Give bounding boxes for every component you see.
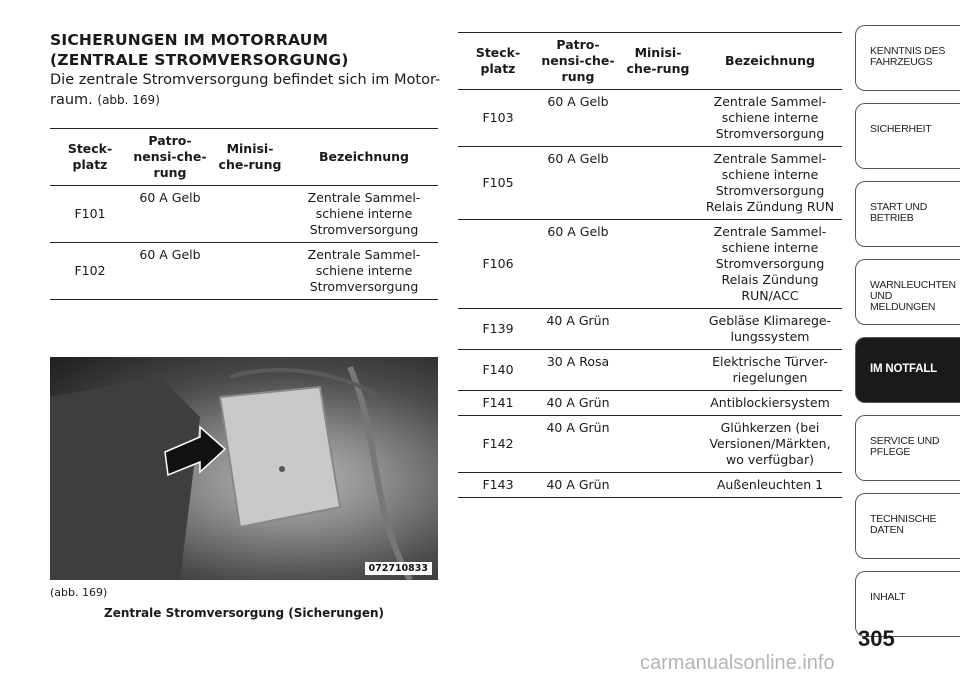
chapter-tab[interactable]: WARNLEUCHTEN UND MELDUNGEN [855, 259, 960, 325]
fuse-description: Gebläse Klimarege-lungssystem [698, 309, 842, 350]
fuse-slot: F140 [458, 350, 538, 391]
fuse-slot: F141 [458, 391, 538, 416]
fuse-mini [618, 391, 698, 416]
chapter-tab[interactable]: IM NOTFALL [855, 337, 960, 403]
fuse-cartridge: 60 A Gelb [538, 147, 618, 220]
fuse-row [458, 473, 842, 498]
intro-text: Die zentrale Stromversorgung befindet sich im Motor-raum. [50, 72, 441, 108]
fuse-row [458, 416, 842, 473]
fuse-mini [618, 90, 698, 147]
fuse-box-photo [50, 357, 438, 580]
header-patron: Patro-nensi-che-rung [130, 129, 210, 186]
fuse-cartridge: 40 A Grün [538, 391, 618, 416]
hose [350, 367, 410, 580]
chapter-tab[interactable]: START UND BETRIEB [855, 181, 960, 247]
fuse-description: Elektrische Türver-riegelungen [698, 350, 842, 391]
watermark: carmanualsonline.info [640, 652, 835, 674]
header-minisi: Minisi-che-rung [618, 33, 698, 90]
fuse-description: Zentrale Sammel-schiene interne Stromversorgung Relais Zündung RUN [698, 147, 842, 220]
fuse-row [458, 90, 842, 147]
section-title-line1: SICHERUNGEN IM MOTORRAUM [50, 31, 329, 49]
fuse-mini [210, 186, 290, 243]
figure-caption: Zentrale Stromversorgung (Sicherungen) [104, 606, 385, 620]
fuse-description: Antiblockiersystem [698, 391, 842, 416]
fuse-slot: F102 [50, 243, 130, 300]
chapter-tab[interactable]: TECHNISCHE DATEN [855, 493, 960, 559]
section-title-line2: (ZENTRALE STROMVERSORGUNG) [50, 51, 349, 69]
fuse-description: Zentrale Sammel-schiene interne Stromversorgung Relais Zündung RUN/ACC [698, 220, 842, 309]
chapter-tabs [855, 25, 960, 649]
fuse-slot: F143 [458, 473, 538, 498]
fuse-cartridge: 60 A Gelb [538, 220, 618, 309]
fuse-cartridge: 40 A Grün [538, 416, 618, 473]
fuse-mini [618, 220, 698, 309]
fuse-description: Zentrale Sammel-schiene interne Stromversorgung [290, 243, 438, 300]
fuse-row [458, 309, 842, 350]
chapter-tab[interactable]: KENNTNIS DES FAHRZEUGS [855, 25, 960, 91]
page-number: 305 [858, 626, 895, 651]
fuse-slot: F142 [458, 416, 538, 473]
fuse-description: Glühkerzen (bei Versionen/Märkten, wo verfügbar) [698, 416, 842, 473]
header-slot: Steck-platz [458, 33, 538, 90]
fuse-cartridge: 60 A Gelb [130, 186, 210, 243]
fuse-description: Zentrale Sammel-schiene interne Stromversorgung [698, 90, 842, 147]
header-desc: Bezeichnung [290, 129, 438, 186]
fuse-row [458, 147, 842, 220]
fuse-cartridge: 40 A Grün [538, 473, 618, 498]
fuse-row [50, 186, 438, 243]
fuse-row [458, 220, 842, 309]
chapter-tab[interactable]: INHALT [855, 571, 960, 637]
fuse-cartridge: 60 A Gelb [130, 243, 210, 300]
figure-ref: (abb. 169) [50, 586, 108, 599]
fuse-cartridge: 30 A Rosa [538, 350, 618, 391]
fuse-mini [618, 147, 698, 220]
fuse-row [458, 391, 842, 416]
cover-screw [279, 466, 285, 472]
fuse-row [458, 350, 842, 391]
chapter-tab[interactable]: SICHERHEIT [855, 103, 960, 169]
fuse-slot: F103 [458, 90, 538, 147]
fuse-mini [618, 473, 698, 498]
figure-code: 072710833 [365, 562, 433, 575]
fuse-table-left [50, 128, 438, 300]
fuse-description: Außenleuchten 1 [698, 473, 842, 498]
fuse-row [50, 243, 438, 300]
fuse-slot: F101 [50, 186, 130, 243]
intro-paragraph [50, 70, 445, 110]
fuse-mini [618, 350, 698, 391]
fuse-mini [618, 416, 698, 473]
fuse-slot: F139 [458, 309, 538, 350]
chapter-tab[interactable]: SERVICE UND PFLEGE [855, 415, 960, 481]
fuse-box-cover [220, 387, 340, 527]
engine-bay-illustration [50, 357, 438, 580]
fuse-cartridge: 40 A Grün [538, 309, 618, 350]
fuse-table-right [458, 32, 842, 498]
header-minisi: Minisi-che-rung [210, 129, 290, 186]
fuse-mini [210, 243, 290, 300]
section-title [50, 30, 349, 70]
fuse-slot: F105 [458, 147, 538, 220]
intro-figure-ref: (abb. 169) [97, 93, 160, 107]
fuse-cartridge: 60 A Gelb [538, 90, 618, 147]
air-filter-housing [50, 377, 200, 580]
fuse-description: Zentrale Sammel-schiene interne Stromversorgung [290, 186, 438, 243]
header-slot: Steck-platz [50, 129, 130, 186]
fuse-mini [618, 309, 698, 350]
fuse-slot: F106 [458, 220, 538, 309]
header-desc: Bezeichnung [698, 33, 842, 90]
header-patron: Patro-nensi-che-rung [538, 33, 618, 90]
